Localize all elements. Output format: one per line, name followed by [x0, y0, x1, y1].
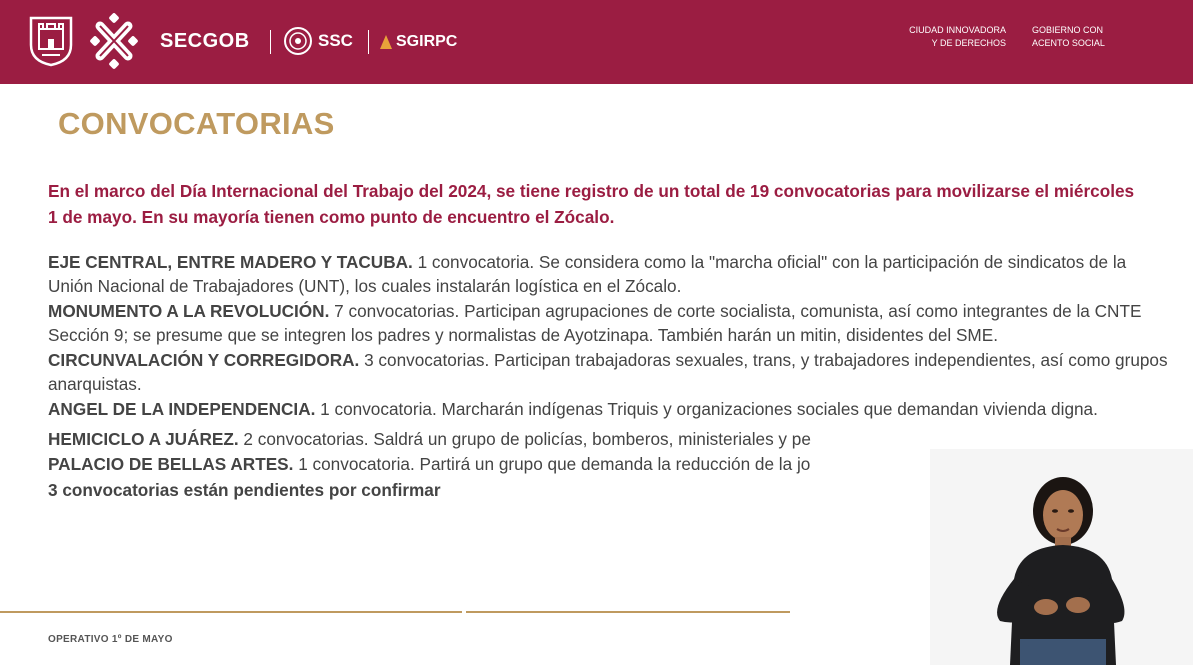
cdmx-crest-icon — [28, 15, 74, 67]
page-title: CONVOCATORIAS — [58, 106, 335, 141]
item-text: 2 convocatorias. Saldrá un grupo de policías, bomberos, ministeriales y pe — [238, 429, 811, 449]
tagline-line: GOBIERNO CON — [1032, 25, 1104, 35]
item-text: 1 convocatoria. Se considera como la "marcha oficial" con la participación de sindicatos de la Unión Nacional de Trabajadores (UNT), los cuales instalarán logística en el Zócalo. — [48, 252, 1127, 296]
sgirpc-triangle-icon — [379, 33, 393, 50]
tagline-line: ACENTO SOCIAL — [1032, 38, 1105, 48]
header-bar — [0, 0, 1193, 84]
item-text: 1 convocatoria. Partirá un grupo que demanda la reducción de la jo — [293, 454, 811, 474]
ssc-seal-icon — [283, 26, 313, 56]
list-item — [48, 250, 1168, 298]
list-item — [48, 427, 1168, 451]
item-place: ANGEL DE LA INDEPENDENCIA. — [48, 399, 316, 419]
sgirpc-label: SGIRPC — [396, 33, 458, 50]
intro-paragraph: En el marco del Día Internacional del Trabajo del 2024, se tiene registro de un total de 19 convocatorias para movilizarse el miércoles 1 de mayo. En su mayoría tienen como punto de encuentro el Zócalo. — [48, 181, 1135, 227]
tagline-line: Y DE DERECHOS — [931, 38, 1006, 48]
item-place: PALACIO DE BELLAS ARTES. — [48, 454, 294, 474]
pending-note: 3 convocatorias están pendientes por confirmar — [48, 480, 441, 500]
ssc-label: SSC — [318, 31, 353, 50]
item-text: 7 convocatorias. Participan agrupaciones de corte socialista, comunista, así como integrantes de la CNTE Sección 9; se presume que se integren los padres y normalistas de Ayotzinapa. También harán un mitin, disidentes del SME. — [48, 301, 1142, 345]
header-divider — [270, 30, 271, 54]
tagline-ciudad-innovadora — [886, 24, 1006, 50]
item-place: HEMICICLO A JUÁREZ. — [48, 429, 239, 449]
cdmx-x-logo-icon — [88, 12, 140, 70]
tagline-gobierno-con-acento — [1032, 24, 1142, 50]
list-item — [48, 348, 1168, 396]
item-text: 1 convocatoria. Marcharán indígenas Triquis y organizaciones sociales que demandan vivienda digna. — [315, 399, 1098, 419]
footer-label: OPERATIVO 1º DE MAYO — [48, 634, 173, 645]
item-place: MONUMENTO A LA REVOLUCIÓN. — [48, 301, 330, 321]
item-text: 3 convocatorias. Participan trabajadoras sexuales, trans, y trabajadores independientes, así como grupos anarquistas. — [48, 350, 1168, 394]
list-item — [48, 397, 1168, 421]
item-place: EJE CENTRAL, ENTRE MADERO Y TACUBA. — [48, 252, 413, 272]
item-place: CIRCUNVALACIÓN Y CORREGIDORA. — [48, 350, 360, 370]
interpreter-figure — [930, 449, 1193, 665]
footer-divider — [466, 611, 790, 613]
secgob-label: SECGOB — [160, 30, 250, 52]
header-divider — [368, 30, 369, 54]
sign-language-interpreter-video — [930, 449, 1193, 665]
list-item — [48, 299, 1168, 347]
tagline-line: CIUDAD INNOVADORA — [909, 25, 1006, 35]
footer-divider — [0, 611, 462, 613]
